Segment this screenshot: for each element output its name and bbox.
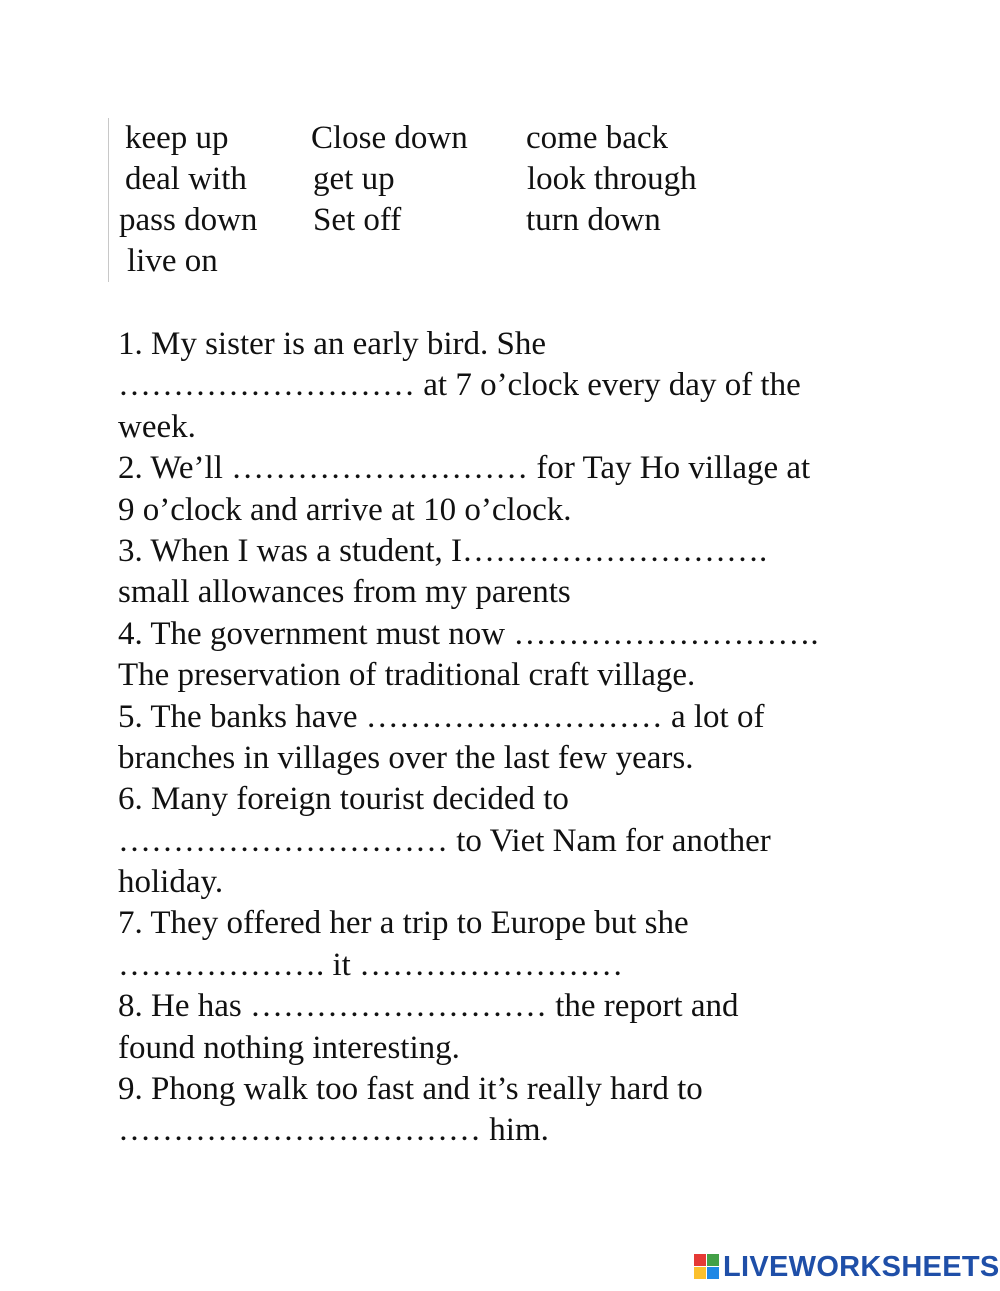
question-5-line-2: branches in villages over the last few years.: [118, 739, 694, 776]
question-8-line-2: found nothing interesting.: [118, 1029, 460, 1066]
question-7-line-2: ………………. it ……………………: [118, 946, 624, 983]
question-3-line-2: small allowances from my parents: [118, 574, 571, 611]
liveworksheets-logo-text: LIVEWORKSHEETS: [723, 1250, 1000, 1283]
logo-square-yellow: [694, 1267, 706, 1279]
word-deal-with: deal with: [125, 161, 247, 197]
liveworksheets-logo: [694, 1252, 1000, 1282]
word-keep-up: keep up: [125, 120, 229, 156]
question-2-line-2: 9 o’clock and arrive at 10 o’clock.: [118, 491, 572, 528]
question-4-line-2: The preservation of traditional craft village.: [118, 657, 696, 694]
question-1-line-2: ……………………… at 7 o’clock every day of the: [118, 367, 801, 404]
question-6-line-2: ………………………… to Viet Nam for another: [118, 822, 771, 859]
question-9-line-2: …………………………… him.: [118, 1112, 549, 1149]
word-pass-down: pass down: [119, 202, 258, 238]
question-3-line-1: 3. When I was a student, I……………………….: [118, 532, 768, 569]
word-bank: [108, 118, 749, 282]
question-4-line-1: 4. The government must now ……………………….: [118, 615, 819, 652]
word-set-off: Set off: [313, 202, 402, 238]
question-7-line-1: 7. They offered her a trip to Europe but she: [118, 905, 689, 942]
logo-square-green: [707, 1254, 719, 1266]
logo-square-blue: [707, 1267, 719, 1279]
word-get-up: get up: [313, 161, 395, 197]
logo-square-red: [694, 1254, 706, 1266]
question-8-line-1: 8. He has ……………………… the report and: [118, 988, 739, 1025]
question-1-line-1: 1. My sister is an early bird. She: [118, 326, 547, 362]
word-look-through: look through: [527, 161, 697, 197]
word-come-back: come back: [526, 120, 669, 156]
exercise-text: [118, 324, 918, 1152]
question-9-line-1: 9. Phong walk too fast and it’s really hard to: [118, 1071, 703, 1108]
question-6-line-3: holiday.: [118, 864, 224, 901]
question-1-line-3: week.: [118, 408, 196, 445]
word-turn-down: turn down: [526, 202, 661, 238]
question-6-line-1: 6. Many foreign tourist decided to: [118, 781, 569, 818]
question-5-line-1: 5. The banks have ……………………… a lot of: [118, 698, 765, 735]
word-close-down: Close down: [311, 120, 468, 156]
liveworksheets-logo-icon: [694, 1254, 720, 1280]
question-2-line-1: 2. We’ll ……………………… for Tay Ho village at: [118, 450, 811, 487]
word-live-on: live on: [127, 243, 218, 279]
